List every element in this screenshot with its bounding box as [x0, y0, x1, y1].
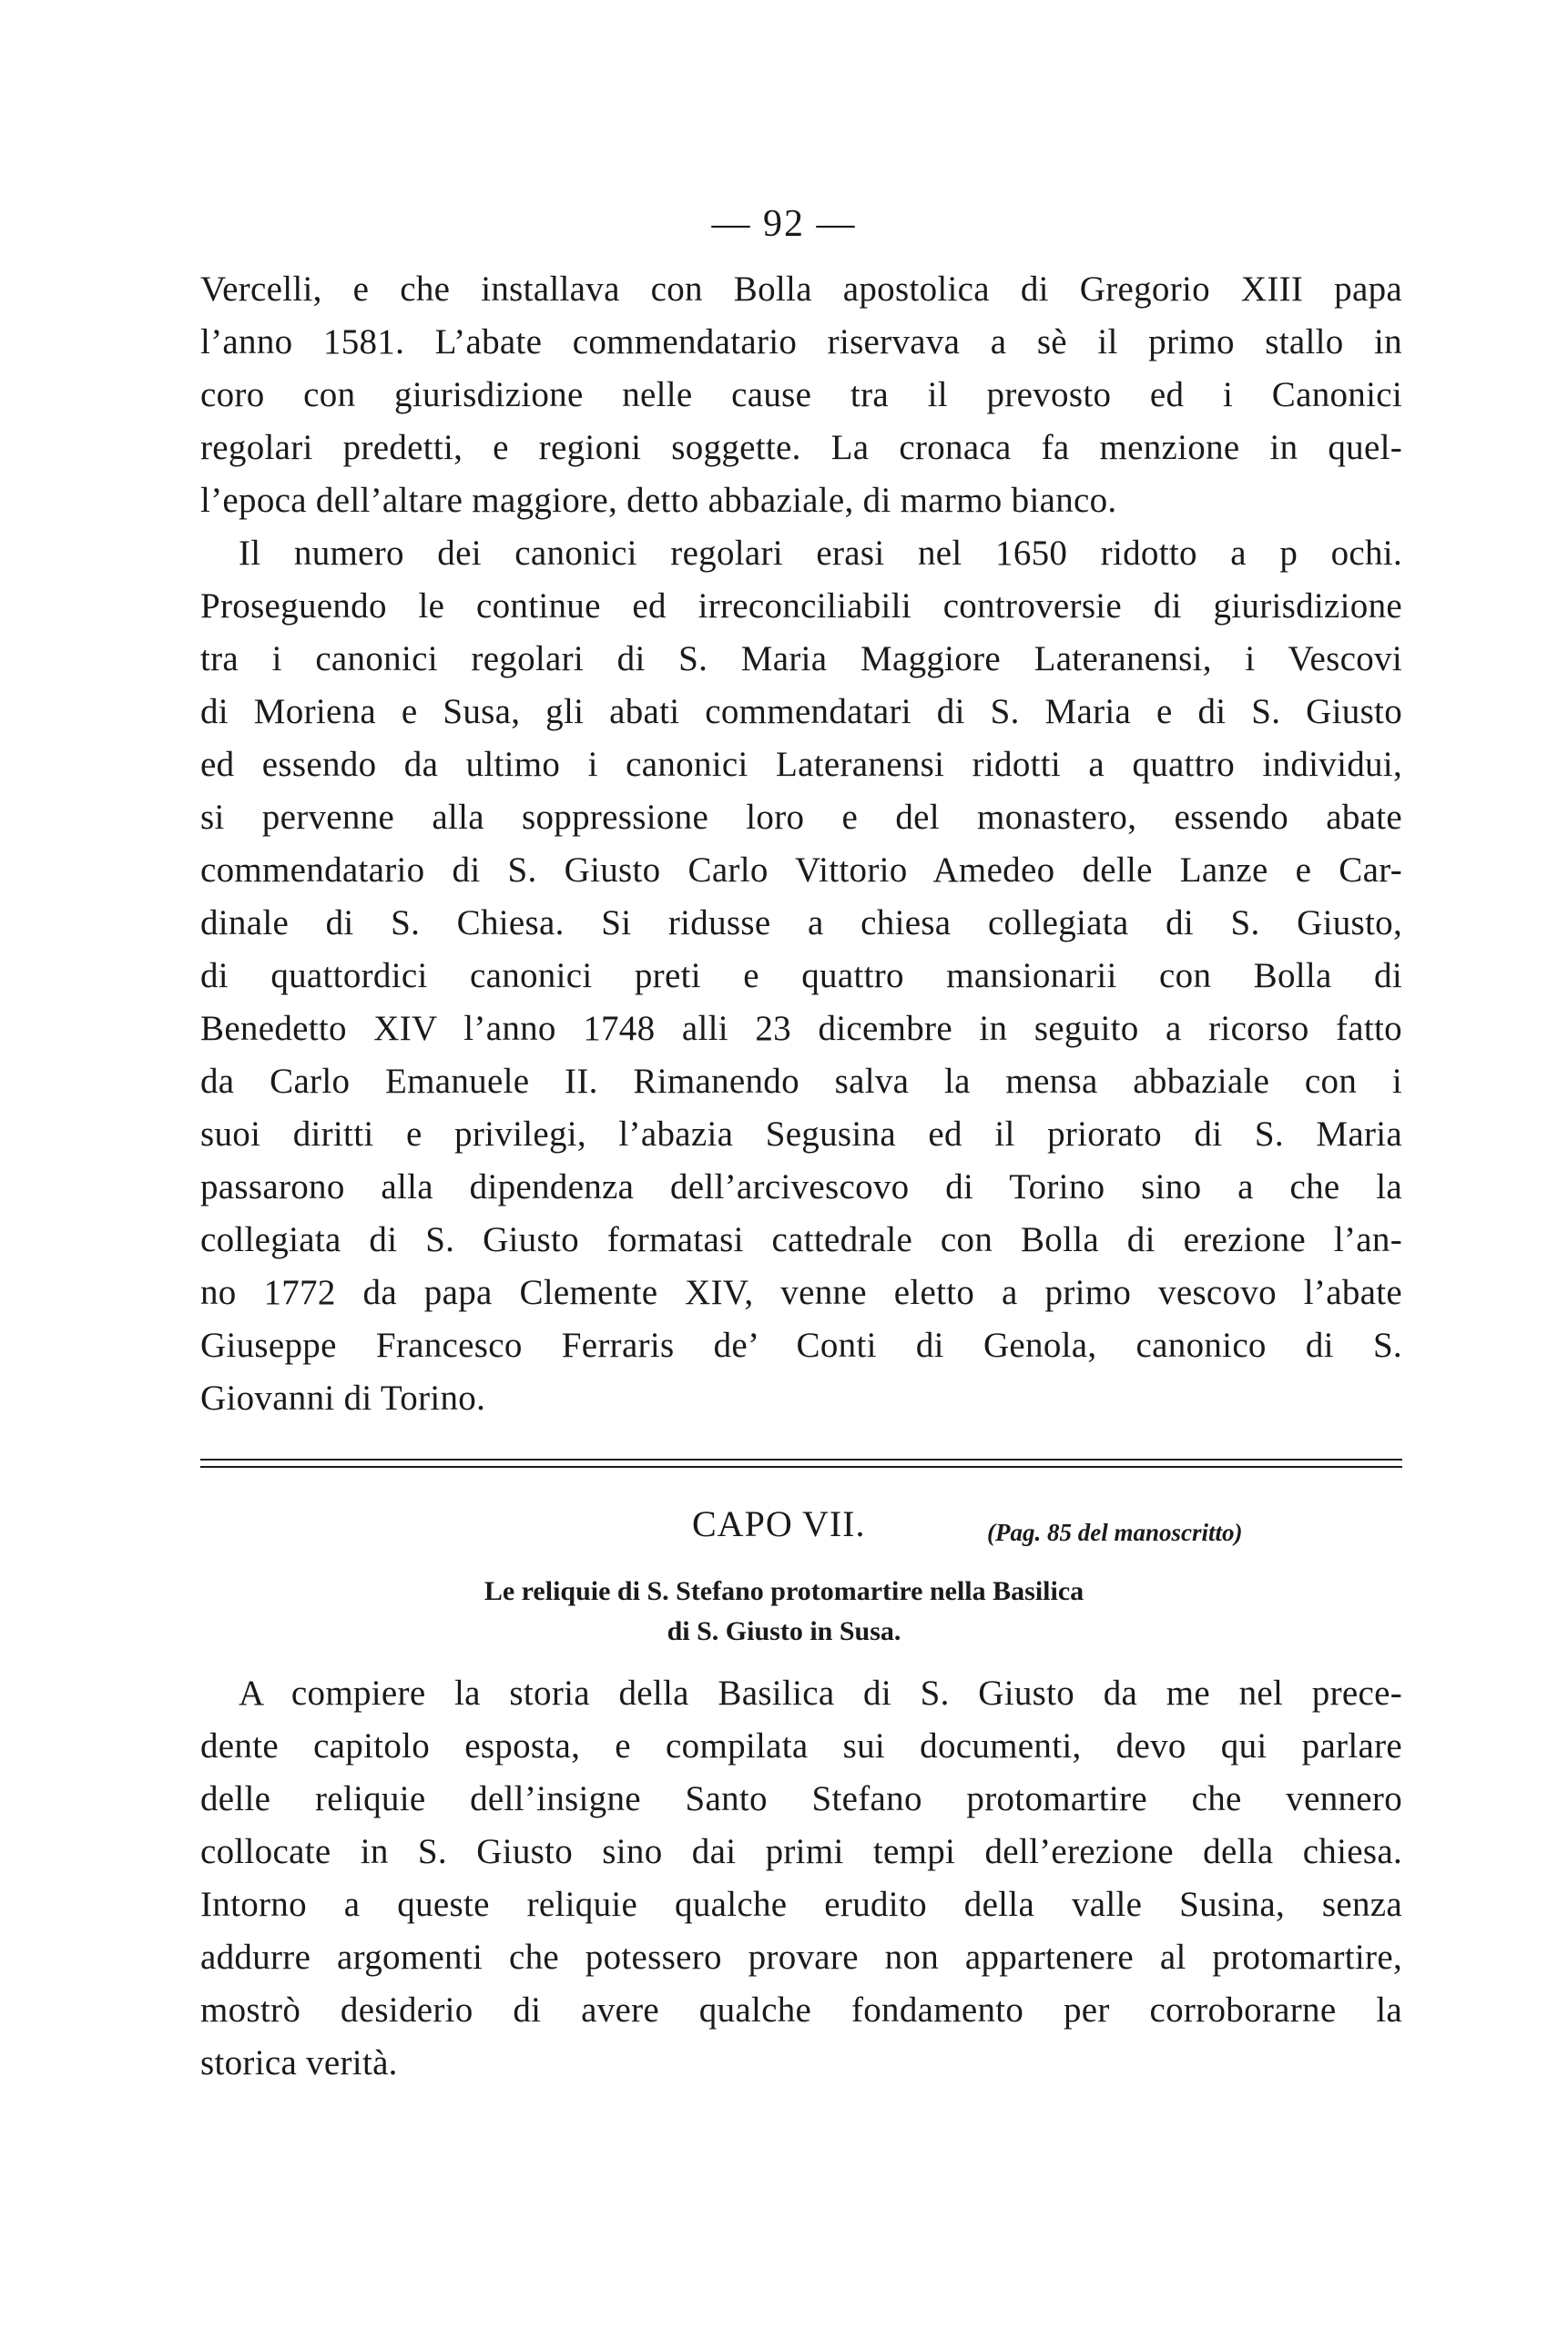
- text-line: A compiere la storia della Basilica di S. Giusto da me nel prece-: [239, 1674, 1402, 1713]
- text-line: storica verità.: [200, 2043, 398, 2082]
- divider-line-bottom: [200, 1466, 1402, 1468]
- text-line: Giovanni di Torino.: [200, 1379, 486, 1418]
- text-line: Giuseppe Francesco Ferraris de’ Conti di Genola, canonico di S.: [200, 1326, 1402, 1365]
- text-line: di Moriena e Susa, gli abati commendatari di S. Maria e di S. Giusto: [200, 692, 1402, 731]
- text-line: mostrò desiderio di avere qualche fondamento per corroborarne la: [200, 1990, 1402, 2030]
- text-line: commendatario di S. Giusto Carlo Vittorio Amedeo delle Lanze e Car-: [200, 850, 1402, 890]
- text-line: suoi diritti e privilegi, l’abazia Segusina ed il priorato di S. Maria: [200, 1115, 1402, 1154]
- text-line: l’epoca dell’altare maggiore, detto abbaziale, di marmo bianco.: [200, 481, 1117, 520]
- text-line: regolari predetti, e regioni soggette. La cronaca fa menzione in quel-: [200, 428, 1402, 467]
- text-line: Proseguendo le continue ed irreconciliabili controversie di giurisdizione: [200, 586, 1402, 626]
- text-line: ed essendo da ultimo i canonici Lateranensi ridotti a quattro individui,: [200, 745, 1402, 784]
- text-line: collocate in S. Giusto sino dai primi tempi dell’erezione della chiesa.: [200, 1832, 1402, 1871]
- divider-line-top: [200, 1459, 1402, 1461]
- text-line: collegiata di S. Giusto formatasi cattedrale con Bolla di erezione l’an-: [200, 1220, 1402, 1259]
- chapter-subtitle-line-2: di S. Giusto in Susa.: [667, 1616, 901, 1646]
- text-line: addurre argomenti che potessero provare non appartenere al protomartire,: [200, 1938, 1402, 1977]
- text-line: dente capitolo esposta, e compilata sui documenti, devo qui parlare: [200, 1726, 1402, 1766]
- text-line: Il numero dei canonici regolari erasi nel 1650 ridotto a p ochi.: [239, 534, 1402, 573]
- chapter-subtitle-line-1: Le reliquie di S. Stefano protomartire nella Basilica: [484, 1576, 1084, 1606]
- chapter-title: CAPO VII.: [692, 1503, 866, 1544]
- chapter-manuscript-reference: (Pag. 85 del manoscritto): [987, 1519, 1243, 1546]
- text-line: Intorno a queste reliquie qualche erudito della valle Susina, senza: [200, 1885, 1402, 1924]
- text-line: coro con giurisdizione nelle cause tra il prevosto ed i Canonici: [200, 375, 1402, 414]
- text-line: Vercelli, e che installava con Bolla apostolica di Gregorio XIII papa: [200, 270, 1402, 309]
- text-line: di quattordici canonici preti e quattro mansionarii con Bolla di: [200, 956, 1402, 995]
- text-line: si pervenne alla soppressione loro e del monastero, essendo abate: [200, 798, 1402, 837]
- text-line: da Carlo Emanuele II. Rimanendo salva la mensa abbaziale con i: [200, 1062, 1402, 1101]
- text-line: dinale di S. Chiesa. Si ridusse a chiesa collegiata di S. Giusto,: [200, 903, 1402, 942]
- text-line: l’anno 1581. L’abate commendatario riservava a sè il primo stallo in: [200, 322, 1402, 361]
- page-number: — 92 —: [711, 203, 857, 245]
- text-line: tra i canonici regolari di S. Maria Maggiore Lateranensi, i Vescovi: [200, 639, 1402, 678]
- text-line: no 1772 da papa Clemente XIV, venne eletto a primo vescovo l’abate: [200, 1273, 1402, 1312]
- text-line: passarono alla dipendenza dell’arcivescovo di Torino sino a che la: [200, 1167, 1402, 1206]
- text-line: Benedetto XIV l’anno 1748 alli 23 dicembre in seguito a ricorso fatto: [200, 1009, 1402, 1048]
- text-line: delle reliquie dell’insigne Santo Stefano protomartire che vennero: [200, 1779, 1402, 1818]
